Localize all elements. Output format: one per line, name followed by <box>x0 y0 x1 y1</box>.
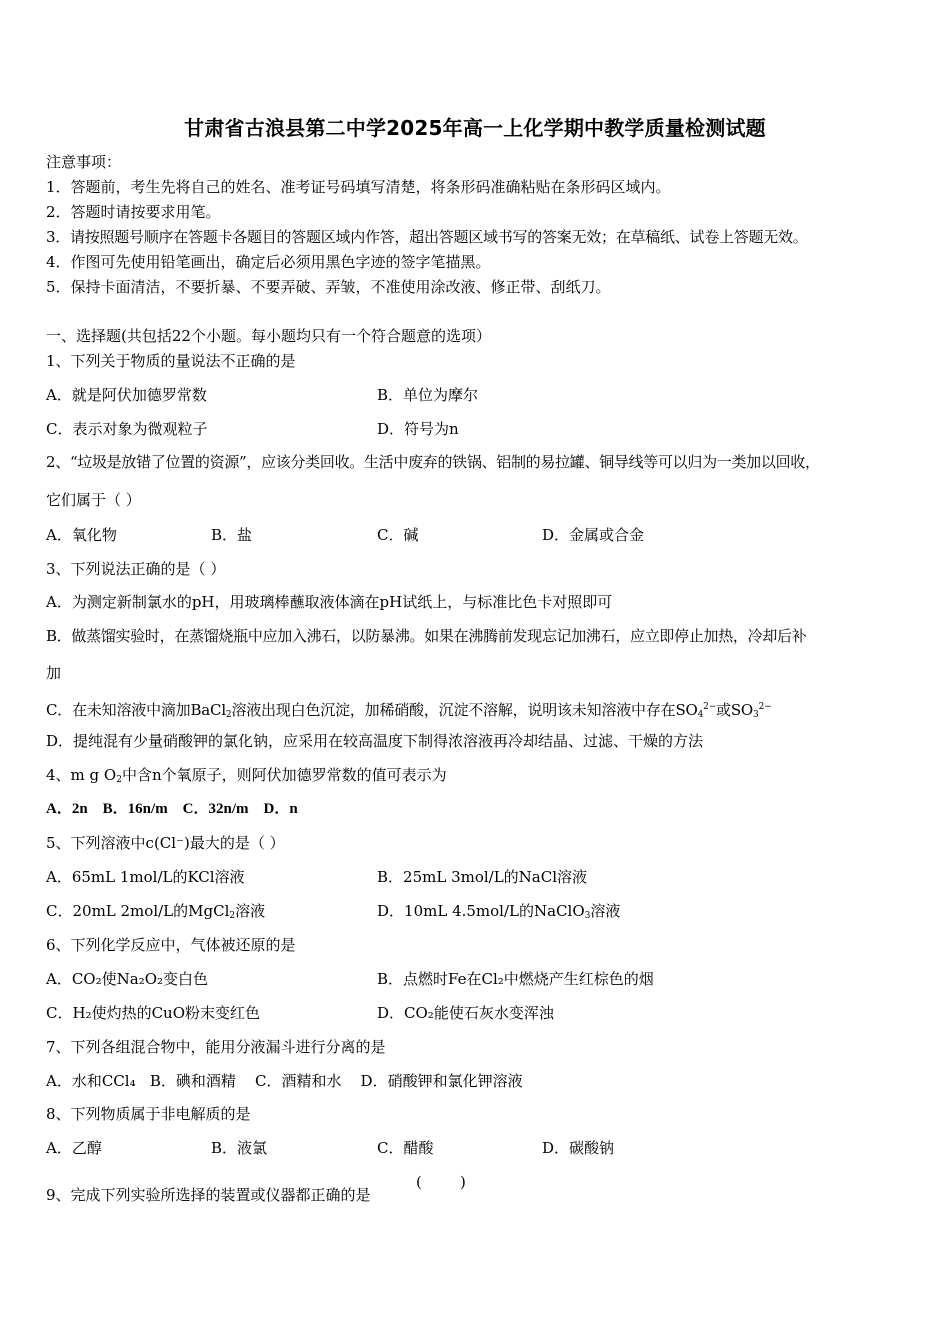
q7-options: A．水和CCl₄ B．碘和酒精 C．酒精和水 D．硝酸钾和氯化钾溶液 <box>46 1072 523 1090</box>
q7-stem: 7、下列各组混合物中，能用分液漏斗进行分离的是 <box>46 1038 386 1056</box>
q3-c-part2: 溶液出现白色沉淀，加稀硝酸，沉淀不溶解，说明该未知溶液中存在SO <box>231 701 698 719</box>
q5-option-d <box>377 901 620 926</box>
q5-option-a: A．65mL 1mol/L的KCl溶液 <box>46 868 245 886</box>
q2-option-b: B．盐 <box>211 526 253 544</box>
section-heading: 一、选择题(共包括22个小题。每小题均只有一个符合题意的选项） <box>46 327 491 345</box>
q8-option-c: C．醋酸 <box>377 1139 434 1157</box>
q3-option-c <box>46 697 771 725</box>
q2-option-d: D．金属或合金 <box>542 526 645 544</box>
q3-stem: 3、下列说法正确的是（ ） <box>46 560 226 578</box>
q6-stem: 6、下列化学反应中，气体被还原的是 <box>46 936 296 954</box>
notice-item-4: 4．作图可先使用铅笔画出，确定后必须用黑色字迹的签字笔描黑。 <box>46 253 491 271</box>
superscript: 2− <box>758 702 772 712</box>
q2-option-c: C．碱 <box>377 526 419 544</box>
q3-option-a: A．为测定新制氯水的pH，用玻璃棒蘸取液体滴在pH试纸上，与标准比色卡对照即可 <box>46 593 613 611</box>
q5-c-part1: C．20mL 2mol/L的MgCl <box>46 902 230 920</box>
subscript: 2 <box>229 911 236 921</box>
q5-stem: 5、下列溶液中c(Cl⁻)最大的是（ ） <box>46 834 285 852</box>
subscript: 3 <box>753 710 759 720</box>
subscript: 2 <box>225 710 232 720</box>
superscript: 2− <box>703 702 717 712</box>
q9-answer-paren: ( ) <box>416 1173 466 1191</box>
q6-option-a: A．CO₂使Na₂O₂变白色 <box>46 970 209 988</box>
q5-d-part1: D．10mL 4.5mol/L的NaClO <box>377 902 585 920</box>
q2-stem-line2: 它们属于（ ） <box>46 491 141 509</box>
page-title: 甘肃省古浪县第二中学2025年高一上化学期中教学质量检测试题 <box>184 116 766 140</box>
q6-option-b: B．点燃时Fe在Cl₂中燃烧产生红棕色的烟 <box>377 970 654 988</box>
q1-option-d: D．符号为n <box>377 420 459 438</box>
q5-c-part2: 溶液 <box>235 902 266 920</box>
q3-c-part1: C．在未知溶液中滴加BaCl <box>46 701 226 719</box>
q8-option-a: A．乙醇 <box>46 1139 102 1157</box>
q5-option-b: B．25mL 3mol/L的NaCl溶液 <box>377 868 588 886</box>
q5-option-c <box>46 901 265 926</box>
q5-d-part2: 溶液 <box>590 902 621 920</box>
notice-item-1: 1．答题前，考生先将自己的姓名、准考证号码填写清楚，将条形码准确粘贴在条形码区域内。 <box>46 178 671 196</box>
notice-heading: 注意事项： <box>46 153 122 171</box>
q1-option-a: A．就是阿伏加德罗常数 <box>46 386 207 404</box>
q1-option-b: B．单位为摩尔 <box>377 386 479 404</box>
q1-stem: 1、下列关于物质的量说法不正确的是 <box>46 352 296 370</box>
q8-option-b: B．液氯 <box>211 1139 268 1157</box>
q6-option-d: D．CO₂能使石灰水变浑浊 <box>377 1004 554 1022</box>
q4-options: A．2n B．16n/m C．32n/m D．n <box>46 801 298 817</box>
subscript: 2 <box>116 775 122 785</box>
q4-stem <box>46 765 447 790</box>
q8-stem: 8、下列物质属于非电解质的是 <box>46 1105 251 1123</box>
q6-option-c: C．H₂使灼热的CuO粉末变红色 <box>46 1004 261 1022</box>
notice-item-3: 3．请按照题号顺序在答题卡各题目的答题区域内作答，超出答题区域书写的答案无效；在草稿纸、试卷上答题无效。 <box>46 228 808 246</box>
q4-stem-part2: 中含n个氧原子，则阿伏加德罗常数的值可表示为 <box>121 766 447 784</box>
q4-stem-part1: 4、m g O <box>46 766 117 784</box>
subscript: 3 <box>584 911 591 921</box>
q3-option-d: D．提纯混有少量硝酸钾的氯化钠，应采用在较高温度下制得浓溶液再冷却结晶、过滤、干燥的方法 <box>46 732 704 750</box>
q2-option-a: A．氧化物 <box>46 526 117 544</box>
notice-item-5: 5．保持卡面清洁，不要折暴、不要弄破、弄皱，不准使用涂改液、修正带、刮纸刀。 <box>46 278 611 296</box>
notice-item-2: 2．答题时请按要求用笔。 <box>46 203 221 221</box>
subscript: 4 <box>697 710 704 720</box>
q3-option-b-line2: 加 <box>46 664 62 682</box>
q3-c-part3: 或SO <box>716 701 754 719</box>
q9-stem: 9、完成下列实验所选择的装置或仪器都正确的是 <box>46 1186 371 1204</box>
q3-option-b-line1: B．做蒸馏实验时，在蒸馏烧瓶中应加入沸石，以防暴沸。如果在沸腾前发现忘记加沸石，应立即停止加热，冷却后补 <box>46 627 807 645</box>
q2-stem-line1: 2、“垃圾是放错了位置的资源”，应该分类回收。生活中废弃的铁锅、铝制的易拉罐、铜导线等可以归为一类加以回收， <box>46 453 820 471</box>
q8-option-d: D．碳酸钠 <box>542 1139 615 1157</box>
q1-option-c: C．表示对象为微观粒子 <box>46 420 208 438</box>
